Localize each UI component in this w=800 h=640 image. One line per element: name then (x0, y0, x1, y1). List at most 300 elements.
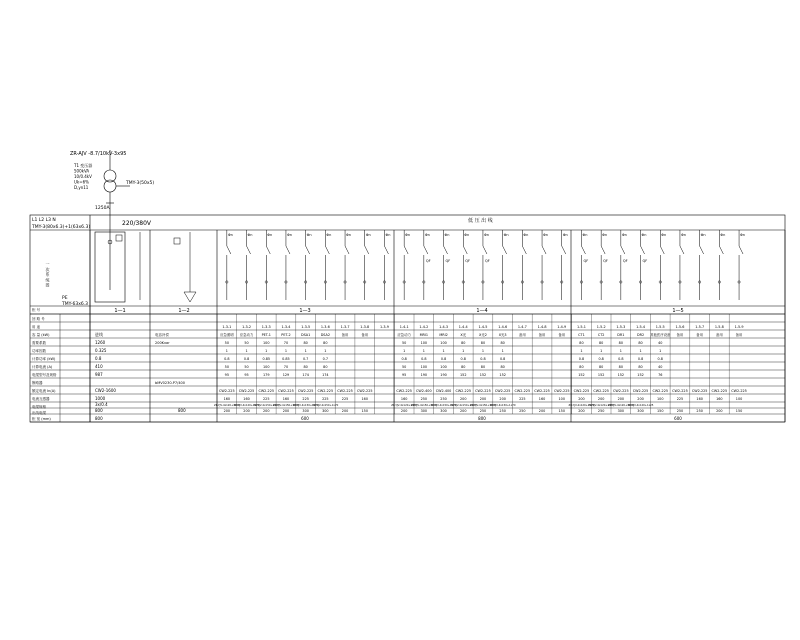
circuit-value: CW2-225 (278, 389, 294, 393)
incoming-value: 410 (95, 364, 103, 369)
circuit-value: 0.8 (578, 357, 585, 361)
circuit-value: 160 (538, 397, 546, 401)
qf-label: QF (425, 259, 431, 263)
circuit-value: 200 (282, 409, 290, 413)
row-label: 电缆型号及规格 (32, 373, 57, 377)
circuit-value: 225 (519, 397, 526, 401)
breaker-code: Φn (543, 233, 549, 237)
circuit-value: CW2-225 (356, 389, 373, 393)
meter-icon (116, 235, 122, 241)
circuit-value: 0.8 (421, 357, 427, 361)
incoming-value: CW2-1600 (95, 388, 116, 393)
circuit-value: 152 (597, 373, 605, 377)
circuit-value: 0.8 (480, 357, 486, 361)
circuit-value: 备用 (341, 333, 349, 337)
circuit-value: 1 (619, 349, 622, 353)
circuit-value: 100 (263, 365, 270, 369)
circuit-value: 100 (558, 397, 565, 401)
circuit-value: 备用 (735, 333, 743, 337)
circuit-value: 100 (440, 365, 447, 369)
circuit-value: 100 (420, 365, 428, 369)
lv-busway-label: TMY-3(50x5) (126, 181, 155, 186)
panel-label: 1—5 (672, 308, 684, 314)
circuit-value: 80 (500, 341, 505, 345)
circuit-value: PET-1 (261, 333, 271, 337)
circuit-value: 300 (617, 409, 625, 413)
circuit-cable: ZR-YJV-4x150+1x70 (292, 404, 319, 407)
circuit-value: 250 (519, 409, 526, 413)
incoming-value: 0.325 (95, 348, 107, 353)
breaker-switch (621, 246, 625, 254)
row-label: 断路器 (32, 381, 43, 385)
circuit-value: 152 (617, 373, 625, 377)
circuit-value: 备用 (518, 333, 526, 337)
breaker-code: Φn (621, 233, 627, 237)
circuit-value: 80 (579, 365, 584, 369)
circuit-value: 160 (716, 397, 723, 401)
circuit-value: 250 (479, 409, 487, 413)
breaker-switch (345, 246, 349, 254)
panel-width: 600 (674, 416, 682, 421)
circuit-value: CW2-225 (475, 389, 491, 393)
breaker-code: Φn (680, 233, 686, 237)
circuit-value: CW2-400 (416, 389, 432, 393)
circuit-cable: ZR-YJV-4x120+1x70 (391, 404, 418, 407)
circuit-value: 0.8 (460, 357, 466, 361)
circuit-id: 1-3-6 (320, 325, 330, 329)
circuit-value: 40 (658, 341, 663, 345)
breaker-code: Φn (424, 233, 430, 237)
circuit-value: 300 (302, 409, 309, 413)
circuit-id: 1-5-1 (576, 325, 586, 329)
circuit-value: CW2-225 (258, 389, 275, 393)
circuit-value: CW2-225 (534, 389, 550, 393)
circuit-value: 80 (480, 365, 486, 369)
circuit-value: X光 (460, 333, 467, 337)
circuit-value: DR2 (636, 333, 645, 337)
circuit-value: 1 (225, 349, 228, 353)
circuit-value: 200 (617, 397, 625, 401)
panel-width: 800 (478, 416, 486, 421)
circuit-value: 200 (716, 409, 723, 413)
panel-label: 1—4 (476, 308, 488, 314)
circuit-value: CW2-225 (317, 389, 334, 393)
incoming-value: 1260 (95, 340, 106, 345)
row-label: 电流互感器 (32, 397, 50, 401)
circuit-cable: ZR-YJV-4x120+1x70 (568, 404, 595, 407)
breaker-switch (384, 246, 388, 254)
circuit-id: 1-4-2 (419, 325, 429, 329)
circuit-value: 174 (302, 373, 309, 377)
breaker-code: Φn (720, 233, 726, 237)
row-label: 容 量 (kW) (32, 333, 50, 337)
breaker-code: Φn (306, 233, 312, 237)
transformer-spec: T1 变压器 (74, 163, 93, 168)
circuit-value: 200 (223, 409, 231, 413)
breaker-code: Φn (562, 233, 568, 237)
breaker-switch (325, 246, 329, 254)
circuit-value: 250 (440, 397, 447, 401)
transformer-spec: 500kVA (74, 168, 90, 174)
circuit-value: 0.85 (282, 357, 290, 361)
circuit-value: 1 (639, 349, 642, 353)
circuit-value: 备用 (361, 333, 369, 337)
breaker-switch (306, 246, 310, 254)
circuit-value: 200 (578, 409, 585, 413)
circuit-value: 50 (224, 341, 230, 345)
circuit-value: 0.8 (243, 357, 250, 361)
circuit-value: 200 (637, 397, 644, 401)
circuit-value: 225 (676, 397, 684, 401)
circuit-value: 备用 (558, 333, 566, 337)
circuit-value: 80 (303, 365, 308, 369)
incoming-value: 987 (95, 372, 103, 377)
breaker-switch (286, 246, 290, 254)
row-label: 柜 号 (32, 308, 41, 312)
circuit-id: 1-4-1 (399, 325, 409, 329)
capacitor-cable: bMV0230-P7/400 (155, 381, 186, 385)
circuit-value: CW2-400 (435, 389, 452, 393)
breaker-switch (739, 246, 743, 254)
breaker-code: Φn (405, 233, 411, 237)
circuit-value: 50 (244, 365, 249, 369)
circuit-value: 0.8 (618, 357, 624, 361)
circuit-cable: ZR-YJV-4x150+1x70 (430, 404, 457, 407)
breaker-switch (700, 246, 704, 254)
circuit-cable: ZR-YJV-4x120+1x70 (588, 404, 615, 407)
breaker-code: Φn (582, 233, 588, 237)
circuit-value: CW2-225 (455, 389, 472, 393)
breaker-code: Φn (661, 233, 667, 237)
circuit-value: 70 (283, 365, 289, 369)
breaker-switch (483, 246, 487, 254)
qf-label: QF (583, 259, 589, 263)
circuit-id: 1-4-8 (537, 325, 547, 329)
circuit-value: 80 (579, 341, 584, 345)
breaker-code: Φn (286, 233, 292, 237)
breaker-code: Φn (385, 233, 391, 237)
circuit-value: CT2 (597, 333, 605, 337)
circuit-id: 1-4-9 (557, 325, 567, 329)
circuit-value: 200 (460, 409, 467, 413)
breaker-code: Φn (740, 233, 746, 237)
row-label: 出线电缆 (32, 411, 46, 415)
busbar-spec: TMY-3(80x6.3)+1(63x6.3) (32, 225, 91, 230)
circuit-value: 1 (324, 349, 327, 353)
breaker-code: Φn (503, 233, 509, 237)
row-label: 电缆规格 (32, 405, 46, 409)
breaker-code: Φn (326, 233, 332, 237)
circuit-value: DSA2 (320, 333, 331, 337)
panel-label: 1—2 (178, 308, 190, 314)
circuit-value: 0.8 (657, 357, 663, 361)
circuit-cable: ZR-YJV-4x150+1x70 (489, 404, 516, 407)
circuit-value: 70 (283, 341, 289, 345)
circuit-value: 300 (440, 409, 447, 413)
circuit-value: 50 (224, 365, 230, 369)
breaker-switch (542, 246, 546, 254)
circuit-value: 0.8 (224, 357, 230, 361)
circuit-value: DSA1 (300, 333, 311, 337)
circuit-cable: ZR-YJV-4x150+1x70 (470, 404, 496, 407)
circuit-value: 1 (580, 349, 583, 353)
circuit-value: 300 (637, 409, 644, 413)
circuit-value: 备用 (715, 333, 723, 337)
circuit-value: 174 (322, 373, 329, 377)
circuit-value: 80 (303, 341, 308, 345)
circuit-value: 190 (420, 373, 428, 377)
breaker-code: Φn (464, 233, 470, 237)
circuit-value: 225 (263, 397, 270, 401)
circuit-value: MRI1 (419, 333, 429, 337)
circuit-value: 95 (244, 373, 249, 377)
circuit-value: 150 (657, 409, 664, 413)
circuit-value: 100 (440, 341, 447, 345)
circuit-value: 0.8 (401, 357, 407, 361)
circuit-id: 1-4-7 (517, 325, 527, 329)
section-title: 低 压 出 线 (468, 218, 493, 224)
circuit-value: 80 (480, 341, 486, 345)
breaker-code: Φn (641, 233, 647, 237)
circuit-value: 250 (597, 409, 605, 413)
breaker-code: Φn (346, 233, 352, 237)
circuit-value: 200 (578, 397, 585, 401)
circuit-value: 备用 (538, 333, 546, 337)
system-voltage: 220/380V (122, 220, 152, 227)
qf-label: QF (484, 259, 490, 263)
capacitor-controller-icon (174, 238, 180, 244)
pe-spec: TMY-63x6.3 (62, 302, 89, 307)
circuit-value: 1 (284, 349, 288, 353)
capacitor-width: 800 (178, 408, 186, 413)
circuit-id: 1-5-3 (616, 325, 626, 329)
circuit-value: X光2 (479, 333, 487, 337)
circuit-id: 1-3-4 (281, 325, 291, 329)
incoming-value: 1000 (95, 396, 106, 401)
circuit-value: 150 (558, 409, 565, 413)
circuit-cable: ZR-YJV-4x120+1x70 (607, 404, 634, 407)
circuit-value: 1 (481, 349, 485, 353)
circuit-id: 1-3-3 (261, 325, 271, 329)
circuit-value: 1 (245, 349, 248, 353)
breaker-switch (660, 246, 664, 254)
circuit-value: 160 (223, 397, 231, 401)
circuit-value: 95 (224, 373, 230, 377)
circuit-id: 1-5-5 (655, 325, 665, 329)
incoming-value: 0.8 (95, 356, 102, 361)
circuit-value: 152 (499, 373, 506, 377)
circuit-value: CW2-225 (731, 389, 747, 393)
breaker-switch (680, 246, 684, 254)
circuit-value: 100 (735, 397, 743, 401)
circuit-value: 100 (420, 341, 428, 345)
circuit-value: 应急照明 (220, 333, 234, 337)
circuit-value: X光3 (498, 333, 507, 337)
circuit-value: 200 (460, 397, 467, 401)
circuit-value: 200 (538, 409, 546, 413)
breaker-code: Φn (700, 233, 706, 237)
main-breaker-rating: 1250A (95, 206, 110, 211)
breaker-code: Φn (227, 233, 233, 237)
circuit-cable: ZR-YJV-4x150+1x70 (410, 404, 437, 407)
transformer-spec: D,yn11 (74, 185, 89, 190)
circuit-id: 1-5-7 (695, 325, 705, 329)
circuit-id: 1-3-9 (379, 325, 389, 329)
breaker-switch (601, 246, 605, 254)
circuit-value: 80 (618, 365, 624, 369)
circuit-value: 0.85 (262, 357, 271, 361)
circuit-value: 100 (263, 341, 270, 345)
circuit-value: CW2-225 (593, 389, 609, 393)
circuit-id: 1-5-8 (714, 325, 724, 329)
circuit-id: 1-5-6 (675, 325, 685, 329)
panel-width: 600 (301, 416, 309, 421)
breaker-switch (444, 246, 448, 254)
circuit-value: 80 (598, 365, 604, 369)
circuit-value: 160 (696, 397, 703, 401)
circuit-value: 0.8 (499, 357, 506, 361)
circuit-value: 0.7 (322, 357, 329, 361)
breaker-switch (463, 246, 467, 254)
circuit-value: 152 (637, 373, 644, 377)
circuit-id: 1-3-8 (360, 325, 370, 329)
circuit-value: CW2-225 (652, 389, 669, 393)
circuit-cable: ZR-YJV-4x150+1x70 (273, 404, 299, 407)
circuit-cable: ZR-YJV-4x150+1x70 (253, 404, 280, 407)
breaker-code: Φn (602, 233, 608, 237)
circuit-value: 应急动力 (397, 333, 411, 337)
circuit-value: 200 (597, 397, 605, 401)
circuit-id: 1-3-5 (301, 325, 311, 329)
circuit-value: 应急动力 (239, 333, 254, 337)
circuit-value: CW2-225 (514, 389, 531, 393)
circuit-value: 0.7 (302, 357, 309, 361)
qf-label: QF (465, 259, 471, 263)
circuit-value: CW2-225 (396, 389, 412, 393)
circuit-value: 1 (304, 349, 307, 353)
breaker-switch (581, 246, 585, 254)
circuit-id: 1-3-7 (340, 325, 350, 329)
row-label: 需要系数 (32, 341, 46, 345)
circuit-value: 150 (361, 409, 368, 413)
circuit-id: 1-5-2 (596, 325, 606, 329)
circuit-value: CW2-225 (573, 389, 590, 393)
circuit-cable: ZR-YJV-4x150+1x70 (450, 404, 477, 407)
circuit-value: 1 (403, 349, 406, 353)
qf-label: QF (445, 259, 451, 263)
capacitor-use: 电容补偿 (155, 333, 169, 337)
breaker-switch (266, 246, 270, 254)
circuit-value: 200 (479, 397, 487, 401)
circuit-cable: ZR-YJV-4x120+1x70 (233, 404, 260, 407)
circuit-value: 0.8 (598, 357, 604, 361)
circuit-value: CW2-225 (553, 389, 570, 393)
circuit-value: 200 (243, 409, 250, 413)
circuit-value: 160 (400, 397, 408, 401)
incoming-value: 进线 (95, 332, 103, 337)
circuit-id: 1-3-2 (242, 325, 252, 329)
circuit-value: 1 (265, 349, 268, 353)
breaker-switch (404, 246, 408, 254)
qf-label: QF (642, 259, 648, 263)
circuit-id: 1-4-4 (458, 325, 468, 329)
circuit-value: CW2-225 (691, 389, 708, 393)
circuit-value: 80 (598, 341, 604, 345)
circuit-value: 179 (263, 373, 270, 377)
circuit-id: 1-4-5 (478, 325, 488, 329)
breaker-code: Φn (444, 233, 450, 237)
circuit-value: 200 (341, 409, 349, 413)
circuit-value: 200 (400, 409, 408, 413)
circuit-value: CW2-225 (672, 389, 688, 393)
schedule-table (30, 307, 785, 422)
circuit-value: 100 (657, 397, 664, 401)
circuit-value: 300 (420, 409, 428, 413)
qf-label: QF (622, 259, 628, 263)
circuit-value: 160 (243, 397, 250, 401)
circuit-value: CW2-225 (238, 389, 255, 393)
circuit-value: 80 (500, 365, 505, 369)
transformer-spec: Uk=6% (74, 179, 89, 185)
circuit-value: 160 (361, 397, 368, 401)
circuit-value: 225 (322, 397, 329, 401)
circuit-value: 备用 (676, 333, 684, 337)
circuit-cable: ZR-YJV-4x120+1x70 (213, 404, 240, 407)
breaker-switch (522, 246, 526, 254)
circuit-value: 80 (638, 341, 643, 345)
circuit-value: CW2-225 (711, 389, 728, 393)
panel-label: 1—3 (299, 308, 311, 314)
breaker-code: Φn (247, 233, 253, 237)
circuit-value: CW2-225 (219, 389, 235, 393)
circuit-value: 152 (578, 373, 585, 377)
circuit-value: 50 (244, 341, 249, 345)
breaker-switch (719, 246, 723, 254)
circuit-value: 其他医疗设备 (650, 333, 671, 337)
circuit-value: 80 (618, 341, 624, 345)
breaker-switch (641, 246, 645, 254)
panel-label: 1—1 (114, 308, 126, 314)
circuit-value: 1 (422, 349, 425, 353)
circuit-value: CW2-225 (297, 389, 314, 393)
circuit-value: 80 (323, 365, 328, 369)
circuit-value: 0.8 (637, 357, 644, 361)
breaker-switch (503, 246, 507, 254)
circuit-value: 250 (676, 409, 684, 413)
circuit-value: 80 (461, 365, 466, 369)
circuit-id: 1-4-6 (498, 325, 508, 329)
row-label: 用 途 (32, 325, 41, 329)
circuit-value: 50 (401, 341, 407, 345)
incoming-value: 800 (95, 408, 103, 413)
hv-cable-label: ZR-AJV -8.7/10kV-3x95 (70, 151, 127, 157)
transformer-spec: 10/0.4kV (74, 174, 92, 179)
circuit-value: PET-2 (281, 333, 291, 337)
side-title: 一 次 系 统 图 (45, 262, 51, 288)
circuit-id: 1-4-3 (439, 325, 449, 329)
circuit-value: 200 (499, 397, 506, 401)
breaker-switch (365, 246, 369, 254)
circuit-id: 1-3-1 (222, 325, 232, 329)
circuit-value: 95 (401, 373, 407, 377)
circuit-value: 190 (440, 373, 447, 377)
breaker-code: Φn (365, 233, 371, 237)
circuit-value: 40 (658, 365, 663, 369)
circuit-id: 1-5-9 (734, 325, 744, 329)
circuit-value: 80 (638, 365, 643, 369)
breaker-switch (247, 246, 251, 254)
capacitor-bank-icon (184, 292, 196, 302)
